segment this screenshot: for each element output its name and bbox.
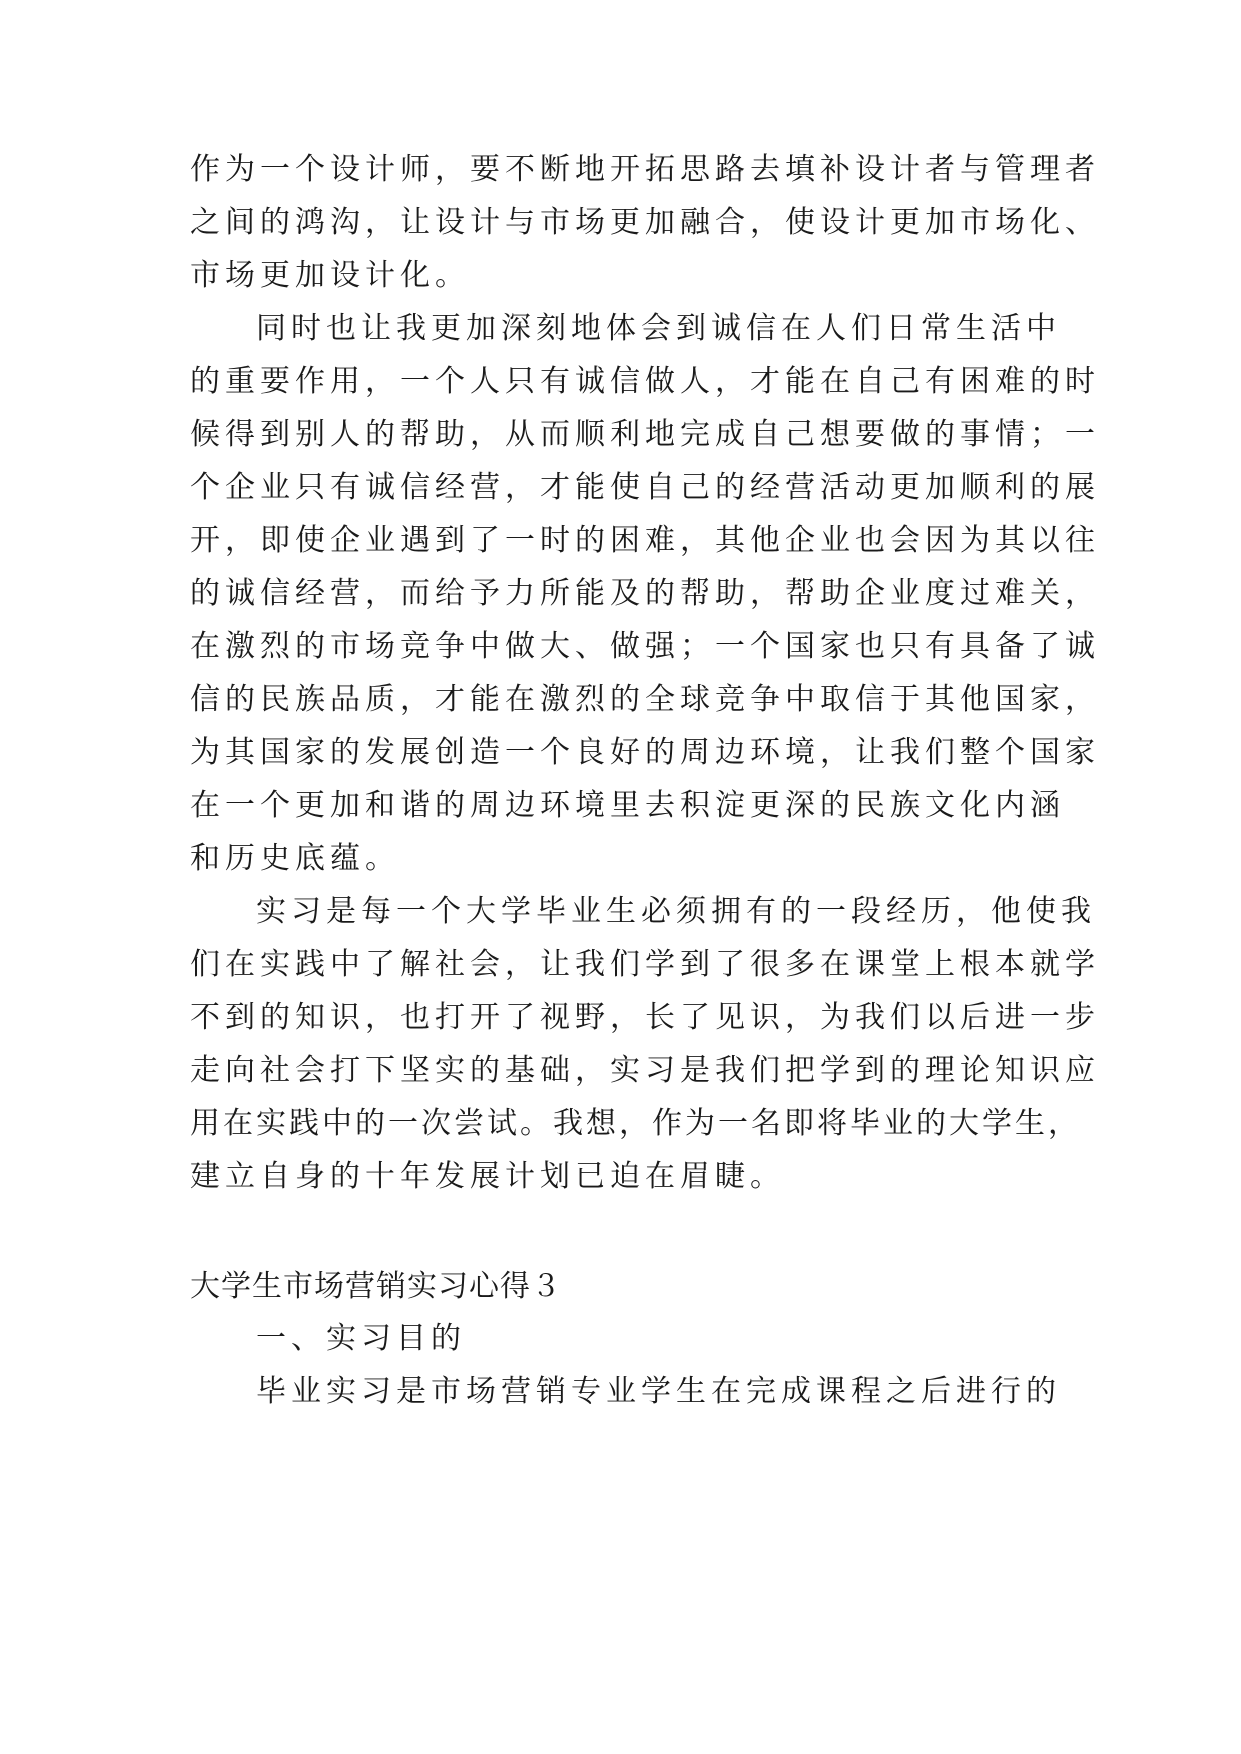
paragraph-3-line-2: 们在实践中了解社会，让我们学到了很多在课堂上根本就学 (190, 947, 1100, 982)
paragraph-3-line-6: 建立自身的十年发展计划已迫在眉睫。 (190, 1159, 785, 1194)
paragraph-2-line-9: 为其国家的发展创造一个良好的周边环境，让我们整个国家 (190, 735, 1100, 770)
paragraph-3-line-4: 走向社会打下坚实的基础，实习是我们把学到的理论知识应 (190, 1053, 1100, 1088)
section-title: 大学生市场营销实习心得３ (190, 1269, 562, 1304)
paragraph-2-line-4: 个企业只有诚信经营，才能使自己的经营活动更加顺利的展 (190, 470, 1100, 505)
subsection-title: 一、实习目的 (256, 1321, 466, 1356)
paragraph-2-line-10: 在一个更加和谐的周边环境里去积淀更深的民族文化内涵 (190, 788, 1065, 823)
paragraph-1-line-3: 市场更加设计化。 (190, 258, 470, 293)
paragraph-2-line-11: 和历史底蕴。 (190, 841, 400, 876)
paragraph-2-line-3: 候得到别人的帮助，从而顺利地完成自己想要做的事情；一 (190, 417, 1100, 452)
paragraph-2-line-2: 的重要作用，一个人只有诚信做人，才能在自己有困难的时 (190, 364, 1100, 399)
paragraph-2-line-7: 在激烈的市场竞争中做大、做强；一个国家也只有具备了诚 (190, 629, 1100, 664)
paragraph-1-line-1: 作为一个设计师，要不断地开拓思路去填补设计者与管理者 (190, 152, 1100, 187)
paragraph-1-line-2: 之间的鸿沟，让设计与市场更加融合，使设计更加市场化、 (190, 205, 1100, 240)
paragraph-3-line-5: 用在实践中的一次尝试。我想，作为一名即将毕业的大学生， (190, 1106, 1081, 1141)
paragraph-3-line-1: 实习是每一个大学毕业生必须拥有的一段经历，他使我 (256, 894, 1096, 929)
paragraph-2-line-5: 开，即使企业遇到了一时的困难，其他企业也会因为其以往 (190, 523, 1100, 558)
paragraph-3-line-3: 不到的知识，也打开了视野，长了见识，为我们以后进一步 (190, 1000, 1100, 1035)
paragraph-2-line-6: 的诚信经营，而给予力所能及的帮助，帮助企业度过难关， (190, 576, 1100, 611)
paragraph-2-line-8: 信的民族品质，才能在激烈的全球竞争中取信于其他国家， (190, 682, 1100, 717)
paragraph-4-line-1: 毕业实习是市场营销专业学生在完成课程之后进行的 (256, 1374, 1061, 1409)
paragraph-2-line-1: 同时也让我更加深刻地体会到诚信在人们日常生活中 (256, 311, 1061, 346)
